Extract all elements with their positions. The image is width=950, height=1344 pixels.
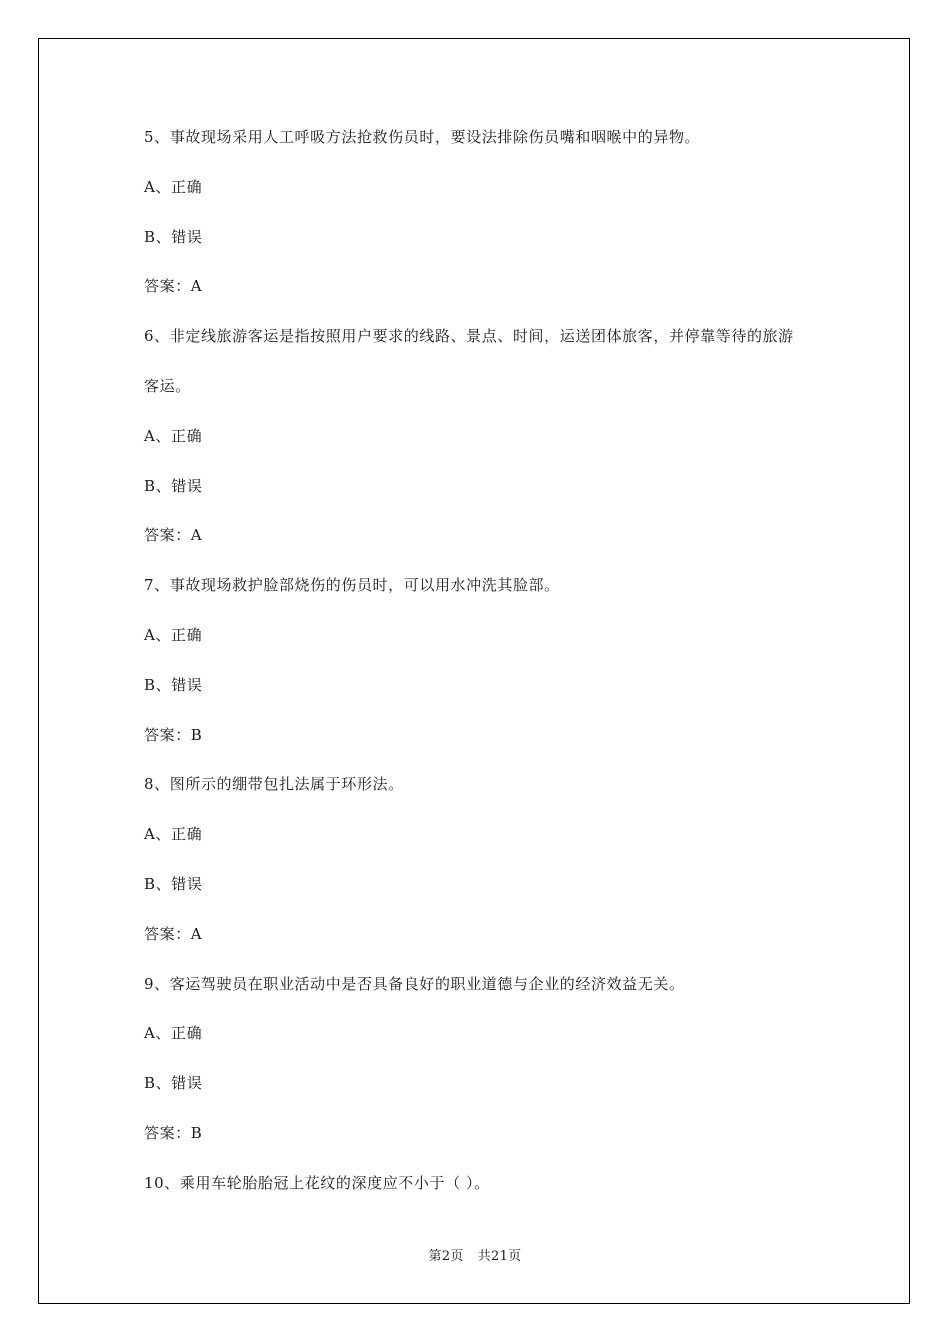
question-8-option-b: B、错误 bbox=[144, 874, 203, 893]
question-8-answer: 答案：A bbox=[144, 924, 203, 943]
question-7-text: 7、事故现场救护脸部烧伤的伤员时，可以用水冲洗其脸部。 bbox=[144, 576, 560, 595]
question-9-answer: 答案：B bbox=[144, 1123, 203, 1142]
question-6-text-continued: 客运。 bbox=[144, 376, 191, 395]
question-6-text: 6、非定线旅游客运是指按照用户要求的线路、景点、时间，运送团体旅客，并停靠等待的旅游 bbox=[144, 327, 794, 346]
document-body bbox=[144, 126, 824, 1222]
question-5-option-a: A、正确 bbox=[144, 177, 203, 196]
page-number: 第2页 bbox=[428, 1249, 464, 1264]
question-5-text: 5、事故现场采用人工呼吸方法抢救伤员时，要设法排除伤员嘴和咽喉中的异物。 bbox=[144, 128, 701, 146]
question-9-option-a: A、正确 bbox=[144, 1024, 203, 1043]
question-7-option-b: B、错误 bbox=[144, 675, 203, 694]
page-footer bbox=[0, 1248, 950, 1266]
question-9-text: 9、客运驾驶员在职业活动中是否具备良好的职业道德与企业的经济效益无关。 bbox=[144, 974, 685, 993]
question-6-option-a: A、正确 bbox=[144, 426, 203, 445]
question-7-answer: 答案：B bbox=[144, 725, 203, 744]
question-6-option-b: B、错误 bbox=[144, 476, 203, 495]
question-9-option-b: B、错误 bbox=[144, 1074, 203, 1093]
question-7-option-a: A、正确 bbox=[144, 625, 203, 644]
question-5-option-b: B、错误 bbox=[144, 227, 203, 246]
question-8-text: 8、图所示的绷带包扎法属于环形法。 bbox=[144, 775, 404, 794]
question-5-answer: 答案：A bbox=[144, 277, 203, 296]
question-10-text: 10、乘用车轮胎胎冠上花纹的深度应不小于（ ）。 bbox=[144, 1173, 490, 1192]
question-8-option-a: A、正确 bbox=[144, 825, 203, 844]
question-6-answer: 答案：A bbox=[144, 526, 203, 545]
page-total: 共21页 bbox=[477, 1249, 522, 1264]
